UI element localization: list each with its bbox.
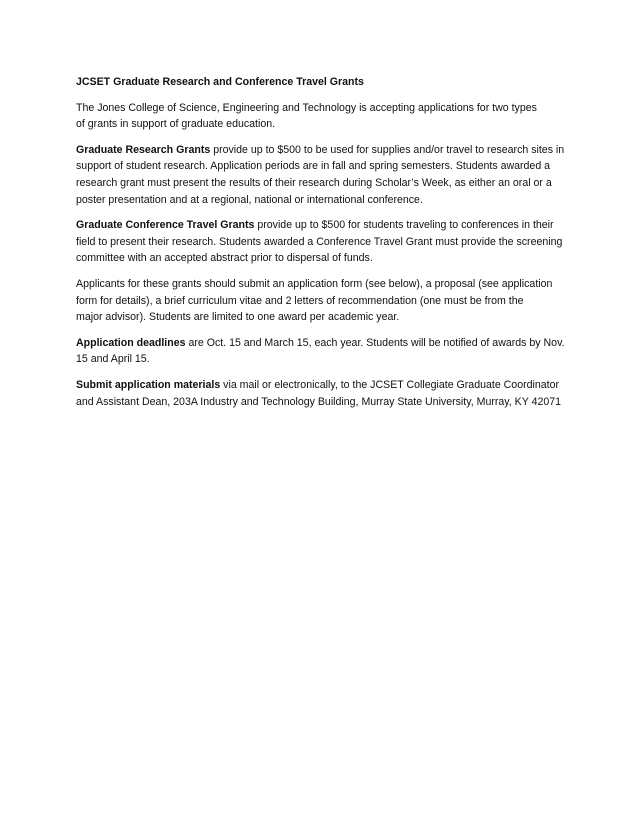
research-grants-line-1	[76, 142, 576, 159]
travel-grants-line-2: field to present their research. Students awarded a Conference Travel Grant must provide the screening	[76, 235, 563, 248]
applicants-line-3: major advisor). Students are limited to one award per academic year.	[76, 311, 400, 324]
deadlines-heading: Application deadlines	[76, 336, 186, 349]
research-grants-paragraph	[76, 142, 576, 208]
intro-paragraph	[76, 100, 576, 133]
deadlines-paragraph	[76, 335, 576, 368]
submit-heading: Submit application materials	[76, 378, 221, 391]
deadlines-line-1	[76, 335, 576, 352]
submit-text-1: via mail or electronically, to the JCSET Collegiate Graduate Coordinator	[220, 378, 560, 391]
submit-paragraph	[76, 377, 576, 410]
travel-grants-heading: Graduate Conference Travel Grants	[76, 219, 255, 232]
submit-line-2: and Assistant Dean, 203A Industry and Technology Building, Murray State University, Murray, KY 42071	[76, 395, 562, 408]
deadlines-line-2: 15 and April 15.	[76, 353, 150, 366]
travel-grants-text-1: provide up to $500 for students traveling to conferences in their	[254, 219, 554, 232]
document-page	[76, 74, 576, 419]
applicants-line-1: Applicants for these grants should submit an application form (see below), a proposal (see application	[76, 277, 553, 290]
research-grants-line-2: support of student research. Application periods are in fall and spring semesters. Students awarded a	[76, 160, 551, 173]
document-title: JCSET Graduate Research and Conference Travel Grants	[76, 76, 364, 88]
travel-grants-line-1	[76, 217, 576, 234]
travel-grants-paragraph	[76, 217, 576, 267]
submit-line-1	[76, 377, 576, 394]
deadlines-text-1: are Oct. 15 and March 15, each year. Students will be notified of awards by Nov.	[185, 336, 565, 349]
intro-line-2: of grants in support of graduate education.	[76, 118, 276, 131]
research-grants-heading: Graduate Research Grants	[76, 143, 211, 156]
applicants-line-2: form for details), a brief curriculum vitae and 2 letters of recommendation (one must be from the	[76, 294, 524, 307]
applicants-paragraph	[76, 276, 576, 326]
intro-line-1: The Jones College of Science, Engineering and Technology is accepting applications for two types	[76, 101, 537, 114]
research-grants-text-1: provide up to $500 to be used for supplies and/or travel to research sites in	[210, 143, 565, 156]
research-grants-line-3: research grant must present the results of their research during Scholar’s Week, as either an oral or a	[76, 176, 552, 189]
research-grants-line-4: poster presentation and at a regional, national or international conference.	[76, 193, 423, 206]
travel-grants-line-3: committee with an accepted abstract prior to dispersal of funds.	[76, 252, 373, 265]
